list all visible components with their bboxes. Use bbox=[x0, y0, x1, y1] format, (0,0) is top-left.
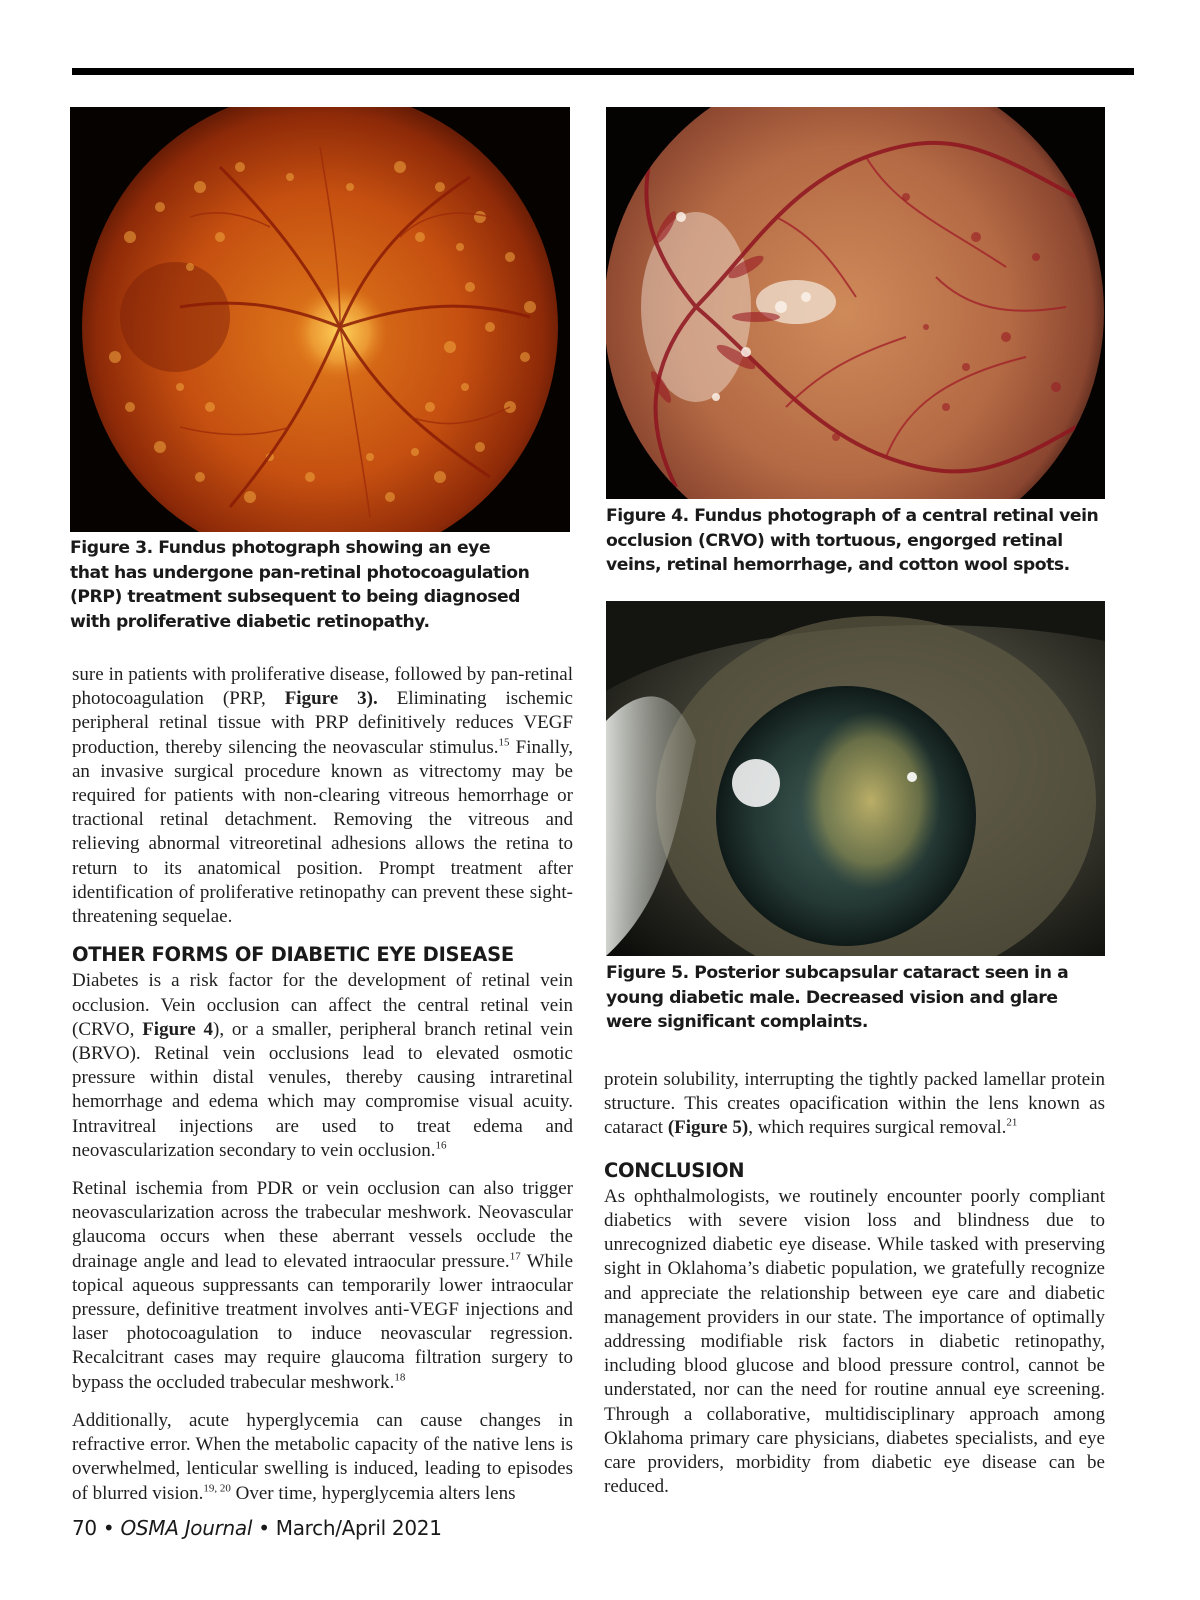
section-heading-other-forms: OTHER FORMS OF DIABETIC EYE DISEASE bbox=[72, 943, 514, 967]
paragraph-neovascular-glaucoma: Retinal ischemia from PDR or vein occlusion can also trigger neovascularization across the trabecular meshwork. Neovascular glaucoma occurs when these aberrant vessels occlude the drainage angle and lead to elevated intraocular pressure.$^{17}$ While topical aqueous suppressants can temporarily lower intraocular pressure, definitive treatment involves anti-VEGF injections and laser photocoagulation to induce neovascular regression. Recalcitrant cases may require glaucoma filtration surgery to bypass the occluded trabecular meshwork.$^{18}$ bbox=[72, 1178, 574, 1393]
citation-17: 17 bbox=[509, 1250, 521, 1263]
paragraph-vein-occlusion: Diabetes is a risk factor for the development of retinal vein occlusion. Vein occlusion can affect the central retinal vein (CRVO, Figure 4), or a smaller, peripheral branch retinal vein (BRVO). Retinal vein occlusions lead to elevated osmotic pressure within distal venules, thereby causing intraretinal hemorrhage and edema which may compromise visual acuity. Intravitreal injections are used to treat edema and neovascularization secondary to vein occlusion.$^{16}$ bbox=[72, 970, 574, 1161]
figure-4-image bbox=[606, 107, 1105, 499]
figure-3-image bbox=[70, 107, 570, 532]
section-heading-conclusion: CONCLUSION bbox=[604, 1158, 745, 1182]
citation-15: 15 bbox=[498, 736, 510, 749]
figure-5-caption: Figure 5. Posterior subcapsular cataract seen in a young diabetic male. Decreased vision and glare were significant complaints. bbox=[606, 963, 1069, 1032]
citation-16: 16 bbox=[435, 1139, 447, 1152]
right-text-column bbox=[604, 1068, 1105, 1499]
citation-19-20: 19, 20 bbox=[203, 1482, 231, 1495]
figure-3-reference: Figure 3). bbox=[284, 688, 378, 710]
figure-5-image bbox=[606, 601, 1105, 956]
figure-4-caption: Figure 4. Fundus photograph of a central retinal vein occlusion (CRVO) with tortuous, engorged retinal veins, retinal hemorrhage, and cotton wool spots. bbox=[606, 506, 1099, 575]
left-text-column bbox=[72, 663, 573, 1506]
page-number: 70 • bbox=[72, 1516, 115, 1540]
figure-4-reference: Figure 4 bbox=[142, 1018, 213, 1040]
issue-date: • March/April 2021 bbox=[258, 1516, 442, 1540]
journal-name: OSMA Journal bbox=[120, 1516, 253, 1540]
citation-21: 21 bbox=[1006, 1117, 1018, 1130]
citation-18: 18 bbox=[394, 1371, 406, 1384]
paragraph-conclusion: As ophthalmologists, we routinely encounter poorly compliant diabetics with severe vision loss and blindness due to unrecognized diabetic eye disease. While tasked with preserving sight in Oklahoma’s diabetic population, we gratefully recognize and appreciate the relationship between eye care and diabetic management providers in our state. The importance of optimally addressing modifiable risk factors in diabetic retinopathy, including blood glucose and blood pressure control, cannot be understated, nor can the need for routine annual eye screening. Through a collaborative, multidisciplinary approach among Oklahoma primary care physicians, diabetes specialists, and eye care providers, morbidity from diabetic eye disease can be reduced. bbox=[604, 1185, 1105, 1498]
paragraph-hyperglycemia: Additionally, acute hyperglycemia can cause changes in refractive error. When the metabolic capacity of the native lens is overwhelmed, lenticular swelling is induced, leading to episodes of blurred vision.$^{19, 20}$ Over time, hyperglycemia alters lens bbox=[72, 1409, 573, 1504]
page-footer bbox=[72, 1516, 442, 1540]
figure-5-reference: (Figure 5) bbox=[667, 1117, 749, 1139]
top-rule bbox=[72, 68, 1134, 75]
figure-3-caption: Figure 3. Fundus photograph showing an eye that has undergone pan-retinal photocoagulation (PRP) treatment subsequent to being diagnosed with proliferative diabetic retinopathy. bbox=[70, 538, 530, 632]
paragraph-cataract: protein solubility, interrupting the tightly packed lamellar protein structure. This creates opacification within the lens known as cataract (Figure 5), which requires surgical removal.$^{21}$ bbox=[604, 1069, 1105, 1139]
paragraph-prp: sure in patients with proliferative disease, followed by pan-retinal photocoagulation (PRP, Figure 3). Eliminating ischemic peripheral retinal tissue with PRP definitively reduces VEGF production, thereby silencing the neovascular stimulus.$^{15}$ Finally, an invasive surgical procedure known as vitrectomy may be required for patients with non-clearing vitreous hemorrhage or tractional retinal detachment. Removing the vitreous and relieving abnormal vitreoretinal adhesions allows the retina to return to its anatomical position. Prompt treatment after identification of proliferative retinopathy can prevent these sight-threatening sequelae. bbox=[72, 664, 574, 928]
